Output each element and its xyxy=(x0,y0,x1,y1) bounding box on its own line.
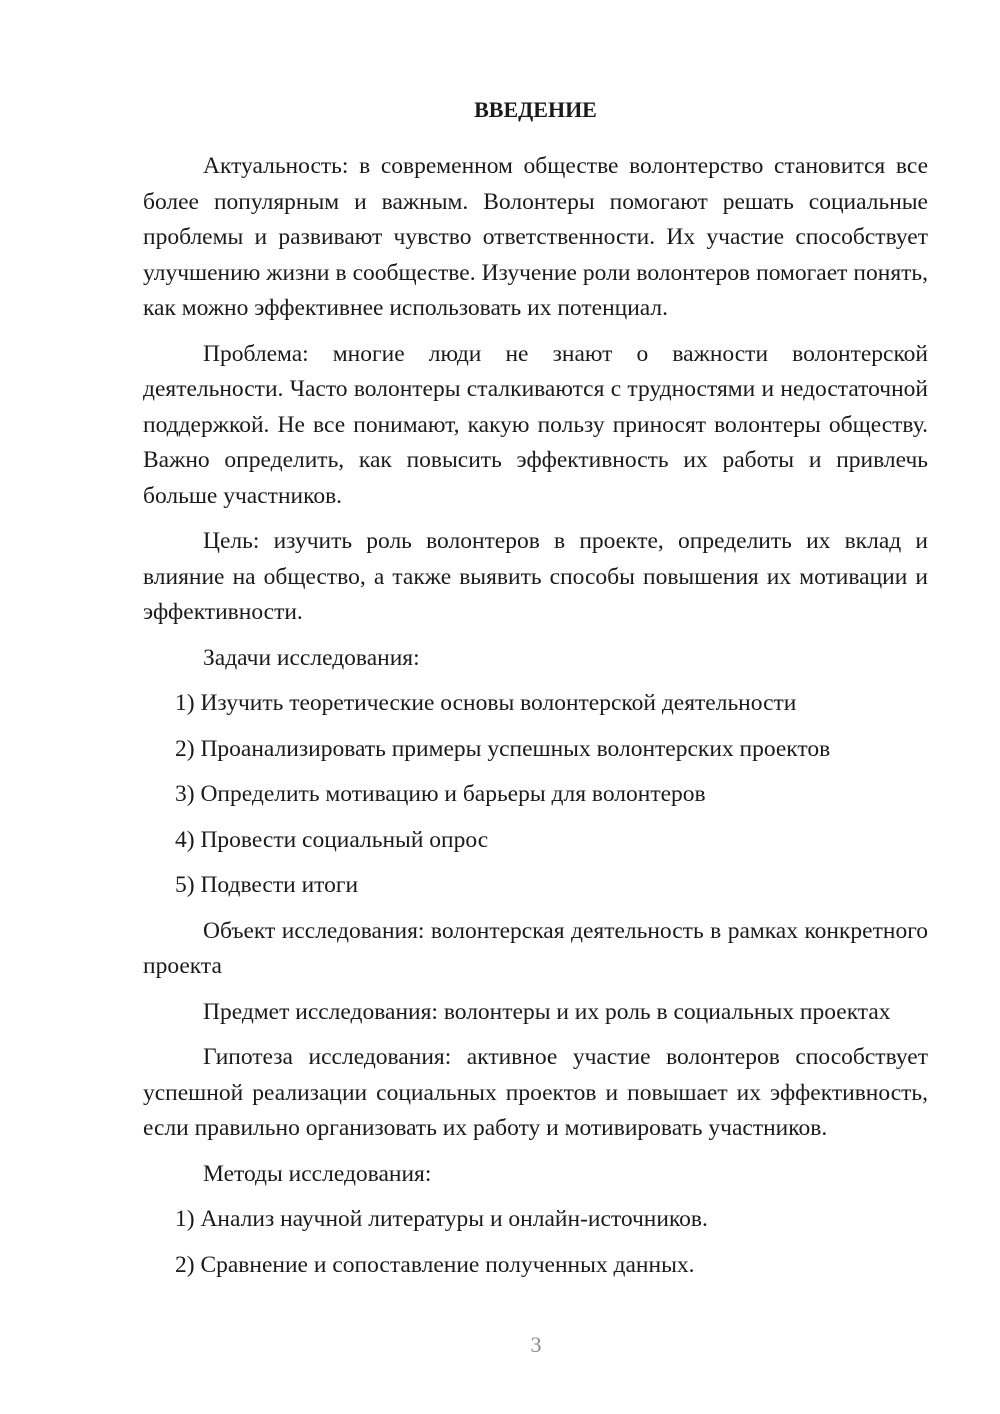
problem-paragraph: Проблема: многие люди не знают о важности волонтерской деятельности. Часто волонтеры сталкиваются с трудностями и недостаточной поддержкой. Не все понимают, какую пользу приносят волонтеры обществу. Важно определить, как повысить эффективность их работы и привлечь больше участников. xyxy=(143,340,928,509)
task-item: 1) Изучить теоретические основы волонтерской деятельности xyxy=(175,690,797,716)
method-item: 1) Анализ научной литературы и онлайн-источников. xyxy=(175,1206,708,1232)
task-item: 3) Определить мотивацию и барьеры для волонтеров xyxy=(175,781,706,807)
object-paragraph: Объект исследования: волонтерская деятельность в рамках конкретного проекта xyxy=(143,917,928,979)
hypothesis-paragraph: Гипотеза исследования: активное участие волонтеров способствует успешной реализации социальных проектов и повышает их эффективность, если правильно организовать их работу и мотивировать участников. xyxy=(143,1044,928,1141)
page-content xyxy=(143,92,928,1293)
task-item: 2) Проанализировать примеры успешных волонтерских проектов xyxy=(175,735,831,762)
page-number: 3 xyxy=(530,1332,542,1357)
task-item: 4) Провести социальный опрос xyxy=(175,826,489,853)
section-title: ВВЕДЕНИЕ xyxy=(474,97,597,122)
relevance-paragraph: Актуальность: в современном обществе волонтерство становится все более популярным и важным. Волонтеры помогают решать социальные проблемы и развивают чувство ответственности. Их участие способствует улучшению жизни в сообществе. Изучение роли волонтеров помогает понять, как можно эффективнее использовать их потенциал. xyxy=(143,153,928,321)
subject-paragraph: Предмет исследования: волонтеры и их роль в социальных проектах xyxy=(203,998,891,1025)
goal-paragraph: Цель: изучить роль волонтеров в проекте, определить их вклад и влияние на общество, а также выявить способы повышения их мотивации и эффективности. xyxy=(143,528,928,625)
method-item: 2) Сравнение и сопоставление полученных данных. xyxy=(175,1251,695,1278)
methods-heading: Методы исследования: xyxy=(203,1160,432,1187)
task-item: 5) Подвести итоги xyxy=(175,872,359,898)
tasks-heading: Задачи исследования: xyxy=(203,644,420,671)
